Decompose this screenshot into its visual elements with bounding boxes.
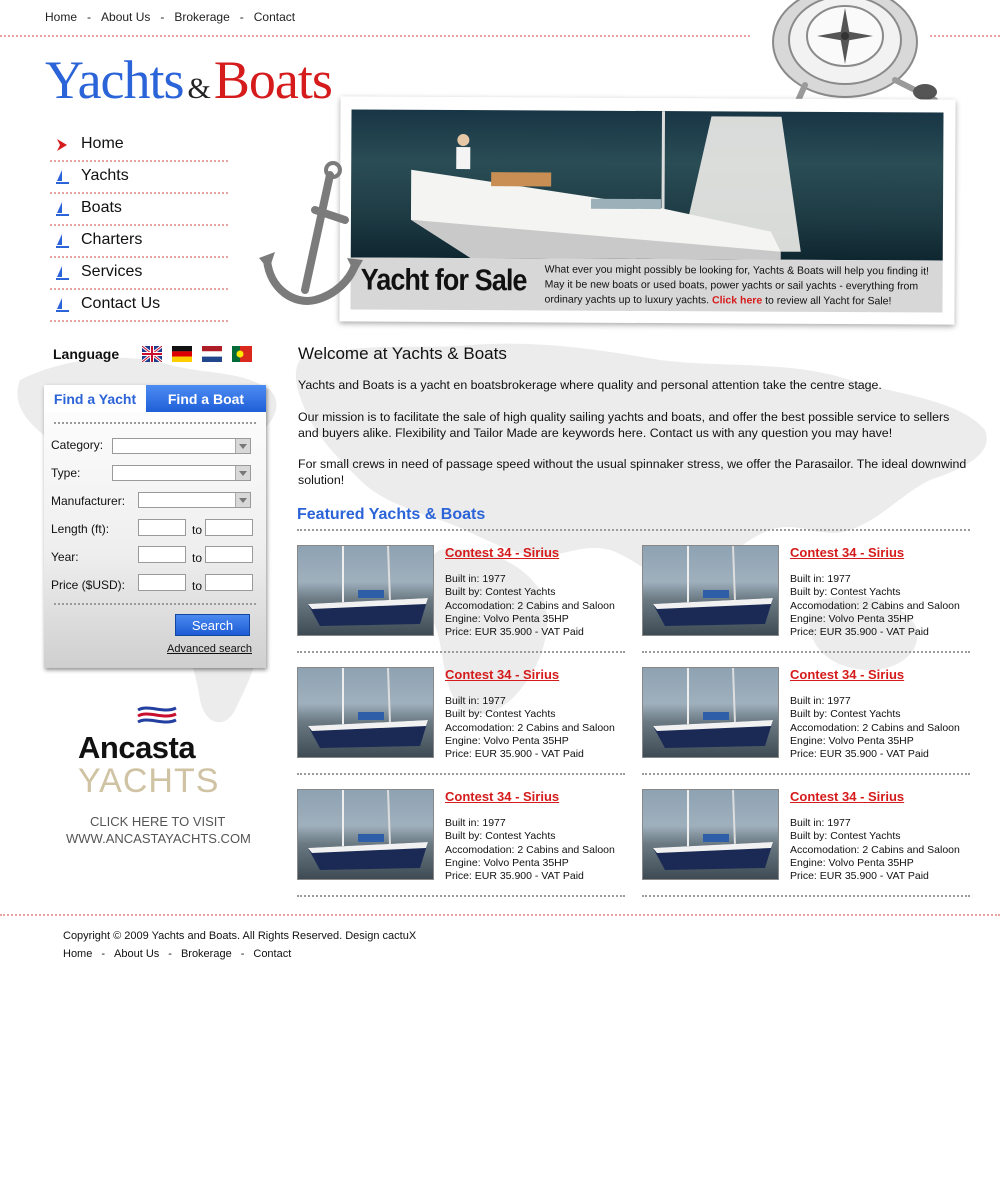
- footer-nav-contact[interactable]: Contact: [253, 948, 292, 960]
- spec-accomodation: Accomodation: 2 Cabins and Saloon: [790, 844, 960, 856]
- search-divider: [54, 603, 256, 605]
- manufacturer-label: Manufacturer:: [51, 494, 126, 508]
- boat-title-link[interactable]: Contest 34 - Sirius: [445, 667, 560, 682]
- price-label: Price ($USD):: [51, 578, 126, 592]
- boat-title-link[interactable]: Contest 34 - Sirius: [790, 545, 905, 560]
- top-nav-separator: -: [239, 10, 244, 24]
- boat-thumbnail[interactable]: [297, 667, 434, 758]
- spec-price: Price: EUR 35.900 - VAT Paid: [445, 626, 584, 638]
- card-divider: [297, 895, 625, 897]
- year-to-label: to: [192, 551, 203, 565]
- boat-title-link[interactable]: Contest 34 - Sirius: [790, 789, 905, 804]
- footer-divider: [0, 914, 1000, 916]
- spec-price: Price: EUR 35.900 - VAT Paid: [445, 870, 584, 882]
- spec-accomodation: Accomodation: 2 Cabins and Saloon: [790, 722, 960, 734]
- hero-description: What ever you might possibly be looking for, Yachts & Boats will help you finding it! May it be new boats or used boats, power yachts or sail yachts - everything from ordinary yachts up to luxury yachts. Click here to review all Yacht for Sale!: [544, 263, 929, 308]
- ancasta-cta-line1[interactable]: CLICK HERE TO VISIT: [90, 814, 226, 829]
- year-to-input[interactable]: [205, 546, 253, 563]
- spec-price: Price: EUR 35.900 - VAT Paid: [790, 870, 929, 882]
- anchor-icon: [255, 160, 365, 320]
- search-divider: [54, 422, 256, 424]
- price-to-label: to: [192, 579, 203, 593]
- ancasta-logo-name[interactable]: Ancasta: [78, 730, 196, 765]
- sidebar-item-label: Home: [81, 135, 124, 152]
- sidebar-menu: [50, 130, 228, 322]
- spec-accomodation: Accomodation: 2 Cabins and Saloon: [790, 600, 960, 612]
- top-nav-contact[interactable]: Contact: [253, 10, 296, 24]
- search-panel: [44, 385, 266, 668]
- sailboat-icon: [54, 169, 70, 185]
- footer-nav-about-us[interactable]: About Us: [114, 948, 160, 960]
- spec-engine: Engine: Volvo Penta 35HP: [790, 735, 914, 747]
- flag-portugal-icon[interactable]: [232, 346, 252, 362]
- boat-title-link[interactable]: Contest 34 - Sirius: [790, 667, 905, 682]
- sidebar-item-yachts[interactable]: [50, 162, 228, 194]
- spec-built-by: Built by: Contest Yachts: [445, 830, 556, 842]
- length-from-input[interactable]: [138, 519, 186, 536]
- footer-nav-separator: -: [101, 948, 106, 960]
- footer-nav-brokerage[interactable]: Brokerage: [180, 948, 232, 960]
- spec-engine: Engine: Volvo Penta 35HP: [445, 735, 569, 747]
- length-label: Length (ft):: [51, 522, 110, 536]
- flag-netherlands-icon[interactable]: [202, 346, 222, 362]
- hero-caption: [350, 257, 942, 312]
- footer-nav-separator: -: [168, 948, 172, 960]
- spec-built-in: Built in: 1977: [445, 573, 506, 585]
- top-nav-about-us[interactable]: About Us: [101, 10, 151, 24]
- spec-built-in: Built in: 1977: [445, 695, 506, 707]
- year-label: Year:: [51, 550, 79, 564]
- sidebar-item-label: Charters: [81, 231, 143, 248]
- top-nav-brokerage[interactable]: Brokerage: [174, 10, 230, 24]
- spec-price: Price: EUR 35.900 - VAT Paid: [445, 748, 584, 760]
- spec-accomodation: Accomodation: 2 Cabins and Saloon: [445, 600, 615, 612]
- sidebar-item-home[interactable]: [50, 130, 228, 162]
- red-arrow-icon: [54, 137, 70, 153]
- spec-engine: Engine: Volvo Penta 35HP: [790, 613, 914, 625]
- advanced-search-link[interactable]: Advanced search: [167, 643, 252, 655]
- top-nav-separator: -: [160, 10, 165, 24]
- sidebar-item-label: Contact Us: [81, 295, 161, 312]
- top-nav-separator: -: [87, 10, 92, 24]
- logo-ampersand: &: [187, 72, 210, 105]
- manufacturer-select[interactable]: [138, 492, 251, 508]
- card-divider: [642, 895, 970, 897]
- sidebar-item-label: Services: [81, 263, 143, 280]
- spec-built-in: Built in: 1977: [445, 817, 506, 829]
- spec-built-in: Built in: 1977: [790, 695, 851, 707]
- length-to-label: to: [192, 523, 203, 537]
- ancasta-logo-yachts[interactable]: YACHTS: [78, 762, 220, 800]
- copyright: Copyright © 2009 Yachts and Boats. All Rights Reserved. Design cactuX: [63, 930, 417, 942]
- hero-title: Yacht for Sale: [360, 263, 527, 298]
- intro-paragraph-2: Our mission is to facilitate the sale of high quality sailing yachts and boats, and offer the best possible service to sellers and buyers alike. Flexibility and Tailor Made are keywords here. Contact us with any question you may have!: [298, 410, 950, 440]
- spec-built-by: Built by: Contest Yachts: [445, 708, 556, 720]
- boat-thumbnail[interactable]: [297, 545, 434, 636]
- ancasta-flag-icon: [136, 704, 178, 730]
- spec-price: Price: EUR 35.900 - VAT Paid: [790, 626, 929, 638]
- logo-boats: Boats: [213, 50, 332, 110]
- spec-engine: Engine: Volvo Penta 35HP: [445, 857, 569, 869]
- hero-yacht-image: [351, 109, 944, 260]
- top-nav-home[interactable]: Home: [45, 10, 78, 24]
- search-button[interactable]: Search: [175, 614, 250, 636]
- sidebar-item-label: Yachts: [81, 167, 129, 184]
- ancasta-cta-line2[interactable]: WWW.ANCASTAYACHTS.COM: [66, 831, 251, 846]
- boat-thumbnail[interactable]: [642, 667, 779, 758]
- page-title: Welcome at Yachts & Boats: [298, 344, 507, 363]
- spec-built-by: Built by: Contest Yachts: [790, 830, 901, 842]
- sidebar-item-boats[interactable]: [50, 194, 228, 226]
- card-divider: [642, 773, 970, 775]
- sailboat-icon: [54, 297, 70, 313]
- featured-divider: [297, 529, 970, 531]
- price-to-input[interactable]: [205, 574, 253, 591]
- chevron-down-icon: [235, 439, 250, 453]
- featured-title: Featured Yachts & Boats: [297, 506, 486, 523]
- spec-accomodation: Accomodation: 2 Cabins and Saloon: [445, 722, 615, 734]
- header-divider: [0, 35, 750, 37]
- spec-built-in: Built in: 1977: [790, 817, 851, 829]
- spec-engine: Engine: Volvo Penta 35HP: [445, 613, 569, 625]
- featured-card[interactable]: [297, 667, 625, 789]
- featured-card[interactable]: [642, 545, 970, 667]
- type-select[interactable]: [112, 465, 251, 481]
- boat-thumbnail[interactable]: [297, 789, 434, 880]
- spec-built-in: Built in: 1977: [790, 573, 851, 585]
- language-label: Language: [53, 346, 120, 362]
- boat-thumbnail[interactable]: [642, 789, 779, 880]
- intro-paragraph-3: For small crews in need of passage speed without the usual spinnaker stress, we offer the Parasailor. The ideal downwind solution!: [298, 457, 967, 487]
- top-nav: [45, 10, 295, 24]
- card-divider: [642, 651, 970, 653]
- chevron-down-icon: [235, 466, 250, 480]
- spec-built-by: Built by: Contest Yachts: [790, 586, 901, 598]
- hero-click-here-link[interactable]: Click here: [711, 294, 763, 307]
- featured-card[interactable]: [642, 667, 970, 789]
- hero-banner[interactable]: [339, 96, 955, 324]
- boat-title-link[interactable]: Contest 34 - Sirius: [445, 545, 560, 560]
- card-divider: [297, 651, 625, 653]
- sidebar-item-services[interactable]: [50, 258, 228, 290]
- flag-uk-icon[interactable]: [142, 346, 162, 362]
- featured-card[interactable]: [297, 545, 625, 667]
- logo-yachts: Yachts: [45, 50, 184, 110]
- flag-germany-icon[interactable]: [172, 346, 192, 362]
- tab-find-a-boat[interactable]: Find a Boat: [146, 385, 266, 412]
- spec-built-by: Built by: Contest Yachts: [790, 708, 901, 720]
- featured-card[interactable]: [642, 789, 970, 911]
- site-logo[interactable]: [45, 48, 332, 121]
- tab-find-a-yacht[interactable]: Find a Yacht: [44, 385, 146, 412]
- category-label: Category:: [51, 438, 104, 452]
- sailboat-icon: [54, 265, 70, 281]
- card-divider: [297, 773, 625, 775]
- price-from-input[interactable]: [138, 574, 186, 591]
- footer-nav-separator: -: [240, 948, 245, 960]
- length-to-input[interactable]: [205, 519, 253, 536]
- sidebar-item-contact-us[interactable]: [50, 290, 228, 322]
- boat-title-link[interactable]: Contest 34 - Sirius: [445, 789, 560, 804]
- spec-accomodation: Accomodation: 2 Cabins and Saloon: [445, 844, 615, 856]
- spec-price: Price: EUR 35.900 - VAT Paid: [790, 748, 929, 760]
- category-select[interactable]: [112, 438, 251, 454]
- type-label: Type:: [51, 466, 81, 480]
- spec-engine: Engine: Volvo Penta 35HP: [790, 857, 914, 869]
- sidebar-item-label: Boats: [81, 199, 122, 216]
- sidebar-item-charters[interactable]: [50, 226, 228, 258]
- sailboat-icon: [54, 201, 70, 217]
- footer-nav: [63, 948, 291, 960]
- featured-card[interactable]: [297, 789, 625, 911]
- boat-thumbnail[interactable]: [642, 545, 779, 636]
- spec-built-by: Built by: Contest Yachts: [445, 586, 556, 598]
- footer-nav-home[interactable]: Home: [63, 948, 93, 960]
- intro-paragraph-1: Yachts and Boats is a yacht en boatsbrokerage where quality and personal attention take the centre stage.: [298, 378, 882, 392]
- sailboat-icon: [54, 233, 70, 249]
- chevron-down-icon: [235, 493, 250, 507]
- year-from-input[interactable]: [138, 546, 186, 563]
